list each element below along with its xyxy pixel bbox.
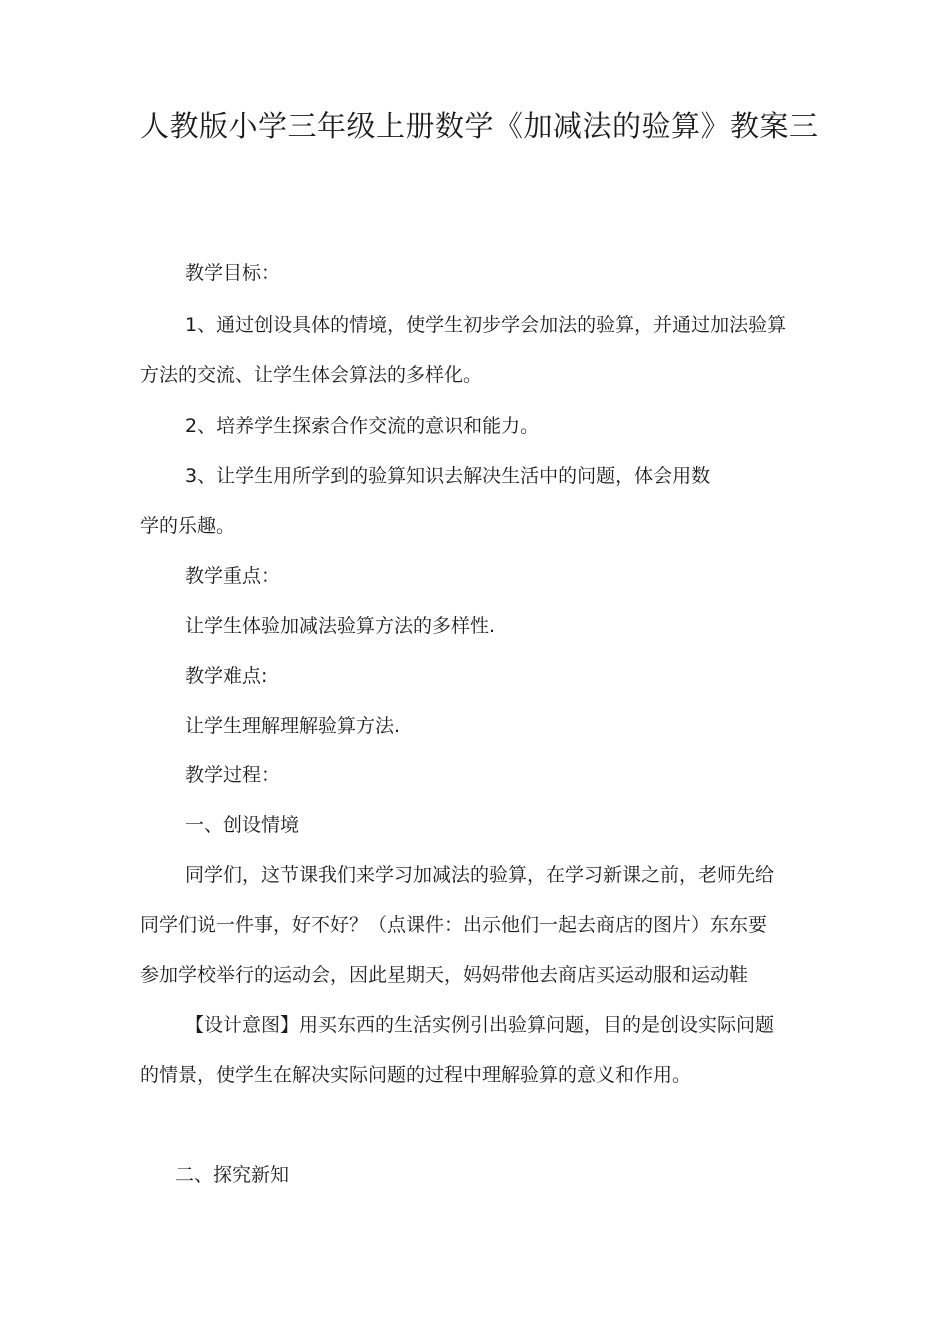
paragraph-line: 教学过程： — [185, 764, 281, 786]
paragraph-line: 1、通过创设具体的情境，使学生初步学会加法的验算，并通过加法验算 — [185, 314, 787, 336]
paragraph-line: 教学难点: — [185, 665, 268, 687]
document-title: 人教版小学三年级上册数学《加减法的验算》教案三 — [140, 109, 819, 143]
paragraph-line: 2、培养学生探索合作交流的意识和能力。 — [185, 415, 540, 437]
paragraph-line: 【设计意图】用买东西的生活实例引出验算问题，目的是创设实际问题 — [185, 1014, 775, 1036]
paragraph-line: 3、让学生用所学到的验算知识去解决生活中的问题，体会用数 — [185, 465, 711, 487]
paragraph-line: 让学生理解理解验算方法. — [185, 715, 401, 737]
paragraph-line: 学的乐趣。 — [140, 515, 236, 537]
paragraph-line: 同学们说一件事，好不好？（点课件：出示他们一起去商店的图片）东东要 — [140, 914, 768, 936]
paragraph-line: 教学重点： — [185, 565, 281, 587]
section-heading: 二、探究新知 — [175, 1164, 290, 1186]
paragraph-line: 让学生体验加减法验算方法的多样性. — [185, 615, 496, 637]
paragraph-line: 教学目标： — [185, 262, 281, 284]
paragraph-line: 参加学校举行的运动会，因此星期天，妈妈带他去商店买运动服和运动鞋 — [140, 964, 749, 986]
paragraph-line: 同学们，这节课我们来学习加减法的验算，在学习新课之前，老师先给 — [185, 864, 775, 886]
paragraph-line: 的情景，使学生在解决实际问题的过程中理解验算的意义和作用。 — [140, 1064, 692, 1086]
paragraph-line: 一、创设情境 — [185, 814, 300, 836]
paragraph-line: 方法的交流、让学生体会算法的多样化。 — [140, 364, 483, 386]
